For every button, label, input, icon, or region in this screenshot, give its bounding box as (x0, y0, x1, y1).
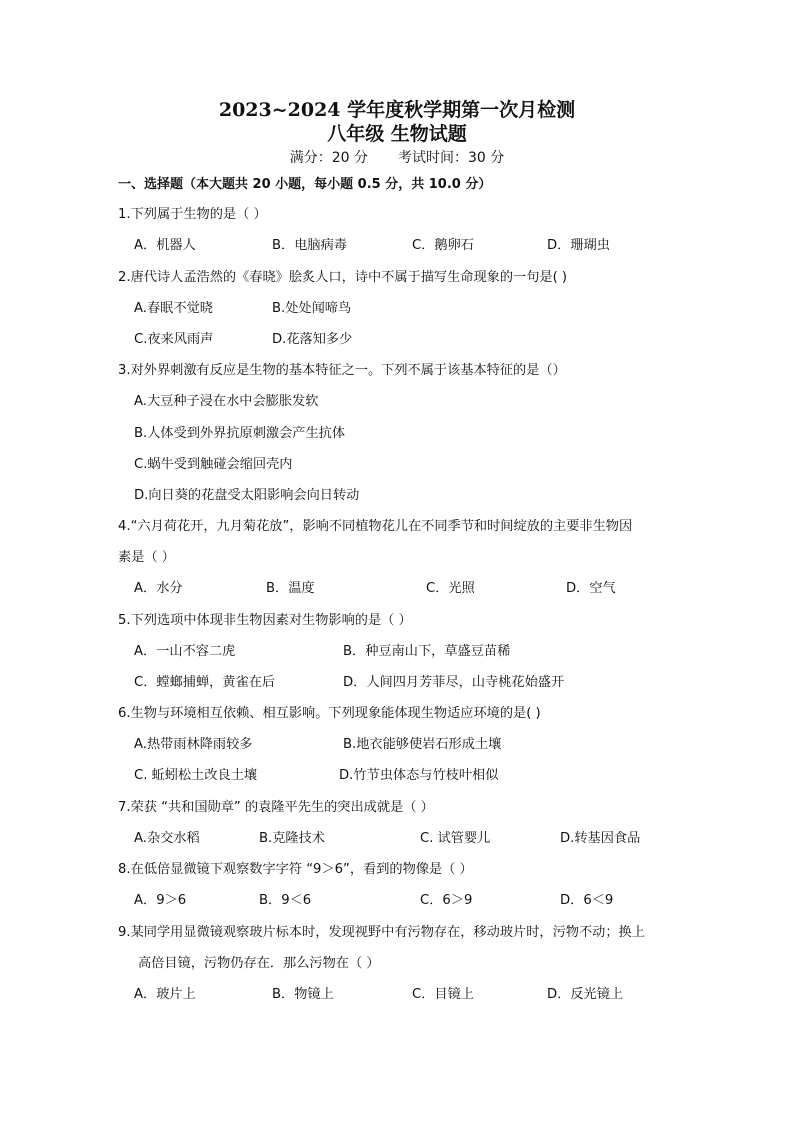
option: A．水分 (134, 581, 183, 596)
option: B.克隆技术 (259, 831, 325, 846)
option: B．温度 (266, 581, 315, 596)
question-stem: 8.在低倍显微镜下观察数字字符 “9＞6”，看到的物像是（ ） (118, 862, 473, 877)
section-heading: 一、选择题（本大题共 20 小题，每小题 0.5 分，共 10.0 分） (118, 177, 492, 192)
exam-subtitle: 八年级 生物试题 (327, 123, 467, 145)
option: D．6＜9 (560, 893, 614, 908)
question-stem: 3.对外界刺激有反应是生物的基本特征之一。下列不属于该基本特征的是（） (118, 363, 566, 378)
option: C. 试管婴儿 (420, 831, 491, 846)
option: D．人间四月芳菲尽，山寺桃花始盛开 (343, 675, 565, 690)
option: B．物镜上 (272, 987, 334, 1002)
question-stem-continued: 素是（ ） (118, 550, 175, 565)
option: A.杂交水稻 (134, 831, 200, 846)
option: A．9＞6 (134, 893, 187, 908)
option: A．玻片上 (134, 987, 196, 1002)
option: B．电脑病毒 (272, 238, 347, 253)
option: B.处处闻啼鸟 (272, 301, 352, 316)
full-score: 满分：20 分 (289, 150, 368, 166)
option: D.转基因食品 (560, 831, 641, 846)
option: D．空气 (566, 581, 616, 596)
option: B.地衣能够使岩石形成土壤 (343, 737, 502, 752)
question-stem-continued: 高倍目镜，污物仍存在．那么污物在（ ） (138, 956, 380, 971)
option: C. 蚯蚓松土改良土壤 (134, 768, 258, 783)
question-stem: 1.下列属于生物的是（ ） (118, 207, 267, 222)
question-stem: 7.荣获 “共和国勋章” 的袁隆平先生的突出成就是（ ） (118, 800, 434, 815)
option: A.热带雨林降雨较多 (134, 737, 253, 752)
option: D.花落知多少 (272, 332, 353, 347)
question-stem: 4.“六月荷花开，九月菊花放”，影响不同植物花儿在不同季节和时间绽放的主要非生物因 (118, 519, 633, 534)
option: C．光照 (426, 581, 475, 596)
option: A．机器人 (134, 238, 196, 253)
exam-time: 考试时间：30 分 (398, 150, 505, 166)
exam-title: 2023~2024 学年度秋学期第一次月检测 (218, 99, 576, 121)
question-stem: 9.某同学用显微镜观察玻片标本时，发现视野中有污物存在，移动玻片时，污物不动；换上 (118, 925, 645, 940)
option: D．珊瑚虫 (547, 238, 610, 253)
option: C．目镜上 (412, 987, 474, 1002)
option: A．一山不容二虎 (134, 644, 236, 659)
option: B.人体受到外界抗原刺激会产生抗体 (134, 426, 346, 441)
question-stem: 5.下列选项中体现非生物因素对生物影响的是（ ） (118, 613, 412, 628)
option: B．种豆南山下，草盛豆苗稀 (343, 644, 511, 659)
option: D.竹节虫体态与竹枝叶相似 (339, 768, 499, 783)
option: D．反光镜上 (547, 987, 624, 1002)
option: C．螳螂捕蝉，黄雀在后 (134, 675, 276, 690)
option: C.夜来风雨声 (134, 332, 214, 347)
option: A.大豆种子浸在水中会膨胀发软 (134, 394, 319, 409)
option: C．鹅卵石 (412, 238, 474, 253)
question-stem: 2.唐代诗人孟浩然的《春晓》脍炙人口，诗中不属于描写生命现象的一句是( ) (118, 270, 568, 285)
option: D.向日葵的花盘受太阳影响会向日转动 (134, 488, 360, 503)
option: B．9＜6 (259, 893, 312, 908)
question-stem: 6.生物与环境相互依赖、相互影响。下列现象能体现生物适应环境的是( ) (118, 706, 541, 721)
option: A.春眠不觉晓 (134, 301, 213, 316)
exam-meta (0, 147, 794, 167)
option: C．6＞9 (420, 893, 473, 908)
option: C.蜗牛受到触碰会缩回壳内 (134, 457, 293, 472)
